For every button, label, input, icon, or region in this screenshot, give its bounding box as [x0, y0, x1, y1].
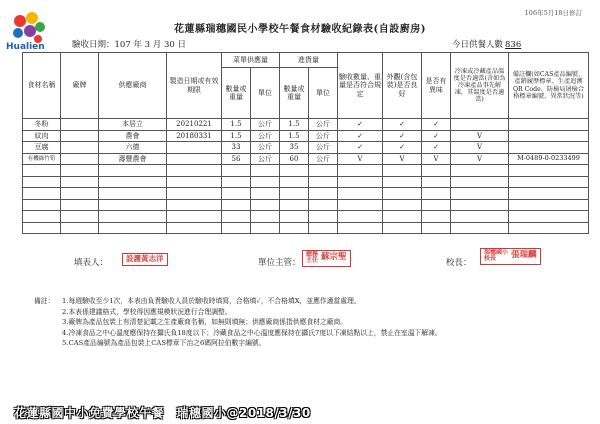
cell-check-qty: V: [338, 153, 383, 165]
table-header-row: [23, 53, 589, 68]
header-food: 食材名稱: [23, 53, 61, 119]
cell-brand: [61, 130, 99, 142]
principal-stamp: [480, 248, 541, 265]
page-title: 花蓮縣瑞穗國民小學校午餐食材驗收紀錄表(自設廚房): [174, 24, 426, 35]
cell-supplier: [99, 165, 167, 177]
cell-check-qty: [338, 199, 383, 211]
cell-brand: [61, 165, 99, 177]
cell-odor: [422, 165, 451, 177]
header-supplier: 供應廠商: [99, 53, 167, 119]
cell-received-qty: 35: [280, 142, 309, 154]
cell-odor: [422, 211, 451, 223]
cell-remark: [509, 176, 589, 188]
cell-food: 有機綠竹筍: [23, 153, 61, 165]
cell-received-qty: [280, 222, 309, 234]
cell-received-unit: [309, 199, 338, 211]
table-row: [23, 176, 589, 188]
cell-received-qty: 60: [280, 153, 309, 165]
cell-remark: [509, 130, 589, 142]
cell-brand: [61, 142, 99, 154]
supervisor-stamp-name: 蘇宗聖: [321, 252, 347, 263]
cell-odor: ✓: [422, 142, 451, 154]
cell-food: [23, 176, 61, 188]
cell-package: [383, 199, 422, 211]
header-ordered-unit: 單位: [251, 68, 280, 119]
cell-package: [383, 176, 422, 188]
filler-signature: [74, 256, 108, 268]
note-item: 1.每週驗收至少1次，本表由負責驗收人員於驗收時填寫，合格填✓，不合格填X，並應作適當處理。: [62, 297, 361, 305]
cell-check-qty: ✓: [338, 119, 383, 131]
cell-ordered-qty: 33: [222, 142, 251, 154]
cell-received-qty: [280, 188, 309, 200]
cell-odor: [422, 188, 451, 200]
cell-food: 豆腐: [23, 142, 61, 154]
cell-received-unit: 公斤: [309, 119, 338, 131]
cell-received-qty: [280, 199, 309, 211]
cell-ordered-qty: [222, 211, 251, 223]
cell-mfg: [167, 142, 222, 154]
date-value: 107 年 3 月 30 日: [114, 40, 186, 50]
header-received-qty: 數量或重量: [280, 68, 309, 119]
note-item: 4.冷凍食品之中心溫度應保持在攝氏負18度以下；冷藏食品之中心溫度應保持在攝氏7度以下凍結點以上，禁止在室溫下解凍。: [62, 328, 442, 337]
cell-food: [23, 211, 61, 223]
count-value: 836: [505, 40, 522, 50]
filler-stamp: 設護黃志洋: [122, 253, 168, 266]
cell-received-qty: 1.5: [280, 130, 309, 142]
cell-odor: [422, 176, 451, 188]
supervisor-stamp: [302, 250, 351, 267]
notes-label: 備註：: [34, 297, 55, 305]
cell-check-qty: [338, 222, 383, 234]
cell-ordered-unit: [251, 222, 280, 234]
header-remarks: 備註欄(如CAS產品編號、產銷履歷標章、生產追溯QR Code、防檢局屠檢合格標章編號、異常狀況等): [509, 53, 589, 119]
principal-stamp-line-1: 瑞穗國小: [484, 249, 509, 256]
header-package: 外觀(含包裝)是否良好: [383, 53, 422, 119]
cell-received-unit: [309, 222, 338, 234]
cell-supplier: 壽豐農會: [99, 153, 167, 165]
logo-text: Hualien: [6, 42, 45, 52]
cell-package: ✓: [383, 130, 422, 142]
header-mfg: 製造日期或有效期限: [167, 53, 222, 119]
cell-received-qty: 1.5: [280, 119, 309, 131]
cell-remark: [509, 188, 589, 200]
cell-mfg: [167, 222, 222, 234]
cell-supplier: [99, 188, 167, 200]
cell-supplier: [99, 211, 167, 223]
supervisor-stamp-line-2: 主任: [306, 257, 319, 265]
cell-ordered-unit: [251, 199, 280, 211]
table-body: [23, 119, 589, 234]
header-received: 進貨量: [280, 53, 338, 68]
cell-package: [383, 211, 422, 223]
table-row: [23, 142, 589, 154]
cell-received-qty: [280, 211, 309, 223]
note-item: 3.廠牌為產品包裝上有清楚記載之生產廠商名稱，如無則填無；供應廠商係指供應食材之廠商。: [62, 318, 348, 327]
cell-brand: [61, 176, 99, 188]
cell-ordered-unit: 公斤: [251, 153, 280, 165]
cell-temp: V: [451, 153, 509, 165]
supervisor-signature: [258, 256, 301, 268]
cell-received-unit: 公斤: [309, 142, 338, 154]
cell-temp: [451, 211, 509, 223]
cell-mfg: [167, 188, 222, 200]
cell-food: 冬粉: [23, 119, 61, 131]
cell-received-unit: [309, 211, 338, 223]
header-ordered-qty: 數量或重量: [222, 68, 251, 119]
cell-mfg: 20210221: [167, 119, 222, 131]
principal-stamp-name: 張瑞麟: [511, 250, 537, 261]
header-ordered: 菜單供應量: [222, 53, 280, 68]
cell-brand: [61, 153, 99, 165]
cell-supplier: 農會: [99, 130, 167, 142]
cell-temp: V: [451, 142, 509, 154]
cell-remark: M-0489-0-0233499: [509, 153, 589, 165]
cell-remark: [509, 211, 589, 223]
cell-remark: [509, 199, 589, 211]
cell-ordered-unit: 公斤: [251, 130, 280, 142]
cell-package: V: [383, 153, 422, 165]
cell-ordered-unit: 公斤: [251, 142, 280, 154]
cell-temp: V: [451, 130, 509, 142]
cell-supplier: 六德: [99, 142, 167, 154]
cell-check-qty: [338, 176, 383, 188]
inspection-table: [22, 52, 589, 234]
cell-supplier: 本居立: [99, 119, 167, 131]
cell-remark: [509, 119, 589, 131]
cell-ordered-qty: [222, 165, 251, 177]
cell-ordered-qty: 1.5: [222, 130, 251, 142]
cell-food: [23, 199, 61, 211]
cell-received-unit: 公斤: [309, 130, 338, 142]
supervisor-label: 單位主管：: [258, 258, 301, 268]
cell-ordered-qty: [222, 188, 251, 200]
cell-mfg: [167, 199, 222, 211]
table-row: [23, 119, 589, 131]
cell-mfg: [167, 165, 222, 177]
cell-mfg: [167, 153, 222, 165]
header-received-unit: 單位: [309, 68, 338, 119]
cell-supplier: [99, 176, 167, 188]
header-odor: 是否有異味: [422, 53, 451, 119]
note-item: 5.CAS產品編號為產品包裝上CAS標章下治之6碼阿拉伯數字編號。: [62, 339, 266, 348]
cell-ordered-qty: [222, 199, 251, 211]
cell-remark: [509, 222, 589, 234]
cell-supplier: [99, 199, 167, 211]
cell-mfg: [167, 176, 222, 188]
cell-ordered-unit: [251, 211, 280, 223]
cell-temp: [451, 119, 509, 131]
table-row: [23, 199, 589, 211]
cell-received-unit: 公斤: [309, 153, 338, 165]
table-row: [23, 188, 589, 200]
photo-caption: 花蓮縣國中小免費學校午餐 瑞穗國小@2018/3/30: [14, 406, 311, 420]
cell-ordered-qty: 1.5: [222, 119, 251, 131]
cell-package: ✓: [383, 119, 422, 131]
cell-package: [383, 165, 422, 177]
revision-date: 106年5月18日修訂: [524, 9, 582, 17]
table-row: [23, 153, 589, 165]
cell-received-unit: [309, 188, 338, 200]
principal-label: 校長：: [446, 258, 472, 268]
cell-ordered-qty: [222, 222, 251, 234]
table-row: [23, 130, 589, 142]
cell-brand: [61, 188, 99, 200]
cell-temp: [451, 199, 509, 211]
cell-ordered-unit: [251, 188, 280, 200]
header-temp: 冷凍或冷藏產品溫度是否適當(含如為冷凍產品事先解凍，其溫度是否適當): [451, 53, 509, 119]
cell-remark: [509, 142, 589, 154]
notes-section: [34, 296, 594, 349]
principal-stamp-line-2: 校長: [484, 255, 497, 263]
cell-odor: ✓: [422, 130, 451, 142]
cell-received-unit: [309, 176, 338, 188]
cell-ordered-qty: 56: [222, 153, 251, 165]
cell-ordered-unit: [251, 176, 280, 188]
cell-ordered-qty: [222, 176, 251, 188]
date-label: 驗收日期：: [72, 40, 115, 50]
meal-count: [452, 38, 523, 50]
cell-mfg: 20180331: [167, 130, 222, 142]
cell-odor: [422, 222, 451, 234]
cell-food: [23, 165, 61, 177]
table-row: [23, 165, 589, 177]
header-brand: 廠牌: [61, 53, 99, 119]
cell-ordered-unit: 公斤: [251, 119, 280, 131]
cell-food: [23, 222, 61, 234]
cell-brand: [61, 222, 99, 234]
header-check-qty: 驗收數量、重量是否符合規定: [338, 53, 383, 119]
cell-brand: [61, 199, 99, 211]
cell-temp: [451, 176, 509, 188]
principal-signature: [446, 256, 472, 268]
table-row: [23, 211, 589, 223]
cell-check-qty: [338, 188, 383, 200]
cell-brand: [61, 211, 99, 223]
count-label: 今日供餐人數: [452, 40, 504, 50]
cell-supplier: [99, 222, 167, 234]
cell-odor: ✓: [422, 119, 451, 131]
cell-received-qty: [280, 165, 309, 177]
cell-check-qty: ✓: [338, 130, 383, 142]
cell-odor: V: [422, 153, 451, 165]
cell-package: [383, 188, 422, 200]
cell-temp: [451, 188, 509, 200]
cell-check-qty: [338, 165, 383, 177]
cell-temp: [451, 165, 509, 177]
cell-food: [23, 188, 61, 200]
supervisor-stamp-line-1: 總務: [306, 251, 319, 258]
table-row: [23, 222, 589, 234]
cell-check-qty: [338, 211, 383, 223]
cell-odor: [422, 199, 451, 211]
filler-label: 填表人：: [74, 258, 109, 268]
cell-remark: [509, 165, 589, 177]
cell-package: [383, 222, 422, 234]
cell-temp: [451, 222, 509, 234]
cell-received-qty: [280, 176, 309, 188]
cell-ordered-unit: [251, 165, 280, 177]
cell-package: ✓: [383, 142, 422, 154]
cell-received-unit: [309, 165, 338, 177]
cell-mfg: [167, 211, 222, 223]
cell-food: 紋肉: [23, 130, 61, 142]
cell-check-qty: ✓: [338, 142, 383, 154]
inspection-date: [72, 38, 186, 50]
cell-brand: [61, 119, 99, 131]
note-item: 2.本表係建議格式，學校得因應規模狀況進行合理調整。: [62, 307, 232, 316]
